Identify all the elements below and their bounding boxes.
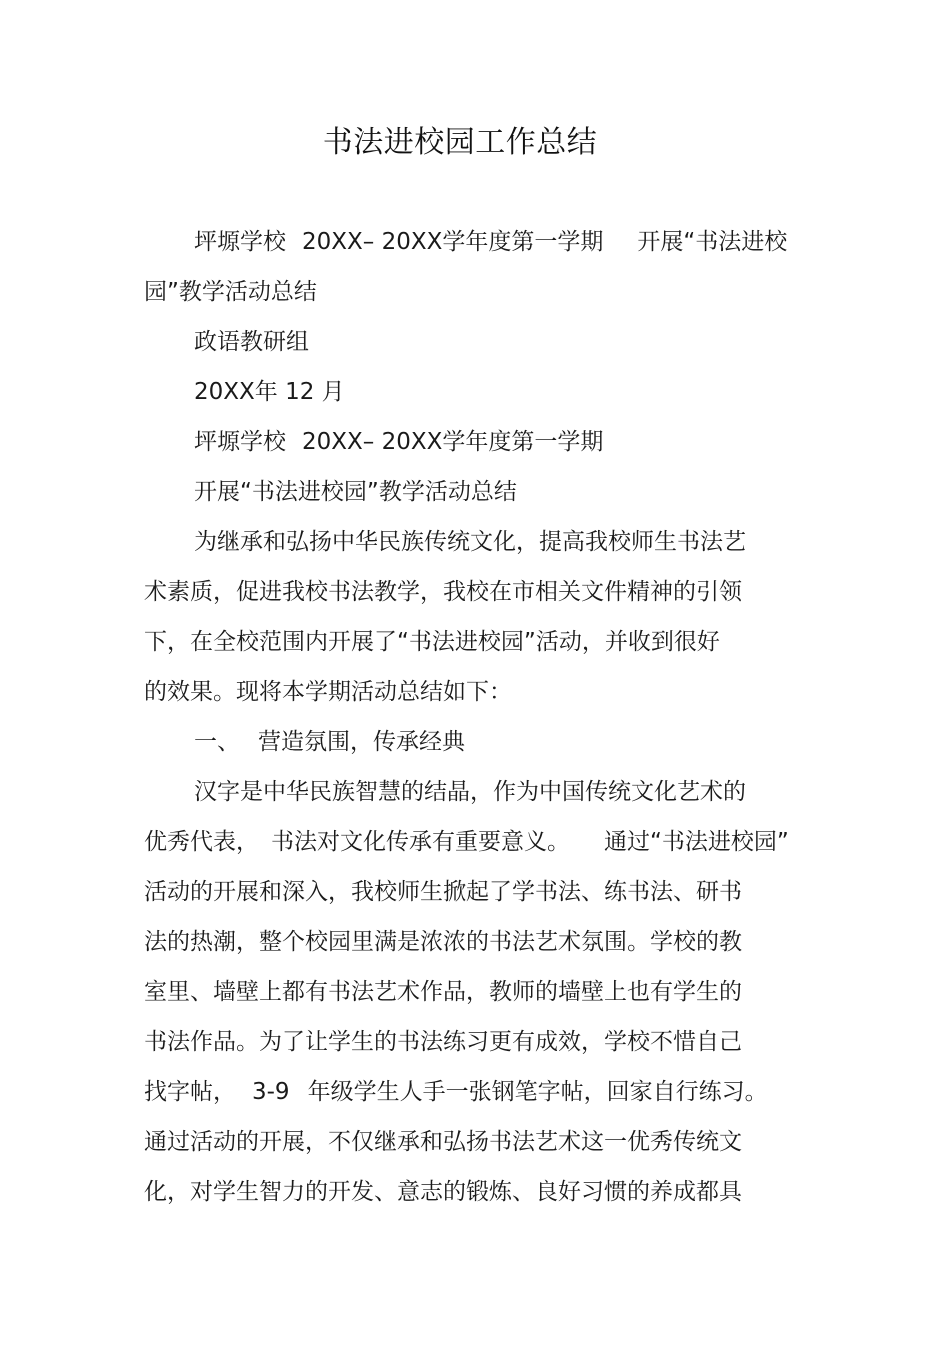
school-name-repeat: 坪塬学校 (194, 429, 286, 455)
header-line-5 (194, 424, 603, 460)
intro-line-3: 下，在全校范围内开展了“书法进校园”活动，并收到很好 (144, 629, 720, 655)
body-line-7-part-a: 找字帖， (144, 1079, 236, 1105)
body-line-2-part-b: 书法对文化传承有重要意义。 (271, 829, 570, 855)
body-line-2-part-a: 优秀代表， (144, 829, 259, 855)
body-line-3: 活动的开展和深入，我校师生掀起了学书法、练书法、研书 (144, 879, 742, 905)
research-group: 政语教研组 (194, 329, 309, 355)
body-line-8: 通过活动的开展，不仅继承和弘扬书法艺术这一优秀传统文 (144, 1129, 742, 1155)
school-name: 坪塬学校 (194, 229, 286, 255)
body-line-5: 室里、墙壁上都有书法艺术作品，教师的墙壁上也有学生的 (144, 979, 742, 1005)
intro-line-4: 的效果。现将本学期活动总结如下： (144, 679, 512, 705)
academic-term: 20XX– 20XX学年度第一学期 (302, 229, 604, 255)
intro-line-1: 为继承和弘扬中华民族传统文化，提高我校师生书法艺 (194, 529, 746, 555)
body-line-6: 书法作品。为了让学生的书法练习更有成效，学校不惜自己 (144, 1029, 742, 1055)
activity-title-start: 开展“书法进校 (637, 229, 788, 255)
grade-range: 3-9 (252, 1079, 290, 1105)
document-date: 20XX年 12 月 (194, 379, 345, 405)
section-number: 一、 (194, 729, 240, 755)
body-line-4: 法的热潮，整个校园里满是浓浓的书法艺术氛围。学校的教 (144, 929, 742, 955)
section-1-heading (194, 724, 465, 760)
body-line-7-part-c: 年级学生人手一张钢笔字帖，回家自行练习。 (307, 1079, 768, 1105)
document-title: 书法进校园工作总结 (322, 125, 598, 160)
academic-term-repeat: 20XX– 20XX学年度第一学期 (302, 429, 604, 455)
activity-title: 开展“书法进校园”教学活动总结 (194, 479, 517, 505)
body-line-9: 化，对学生智力的开发、意志的锻炼、良好习惯的养成都具 (144, 1179, 742, 1205)
body-line-2 (144, 824, 789, 860)
body-line-7 (144, 1074, 768, 1110)
body-line-1: 汉字是中华民族智慧的结晶，作为中国传统文化艺术的 (194, 779, 746, 805)
header-line-2: 园”教学活动总结 (144, 279, 317, 305)
header-line-1 (194, 224, 787, 260)
body-line-2-part-c: 通过“书法进校园” (604, 829, 789, 855)
section-title: 营造氛围，传承经典 (258, 729, 465, 755)
intro-line-2: 术素质，促进我校书法教学，我校在市相关文件精神的引领 (144, 579, 742, 605)
